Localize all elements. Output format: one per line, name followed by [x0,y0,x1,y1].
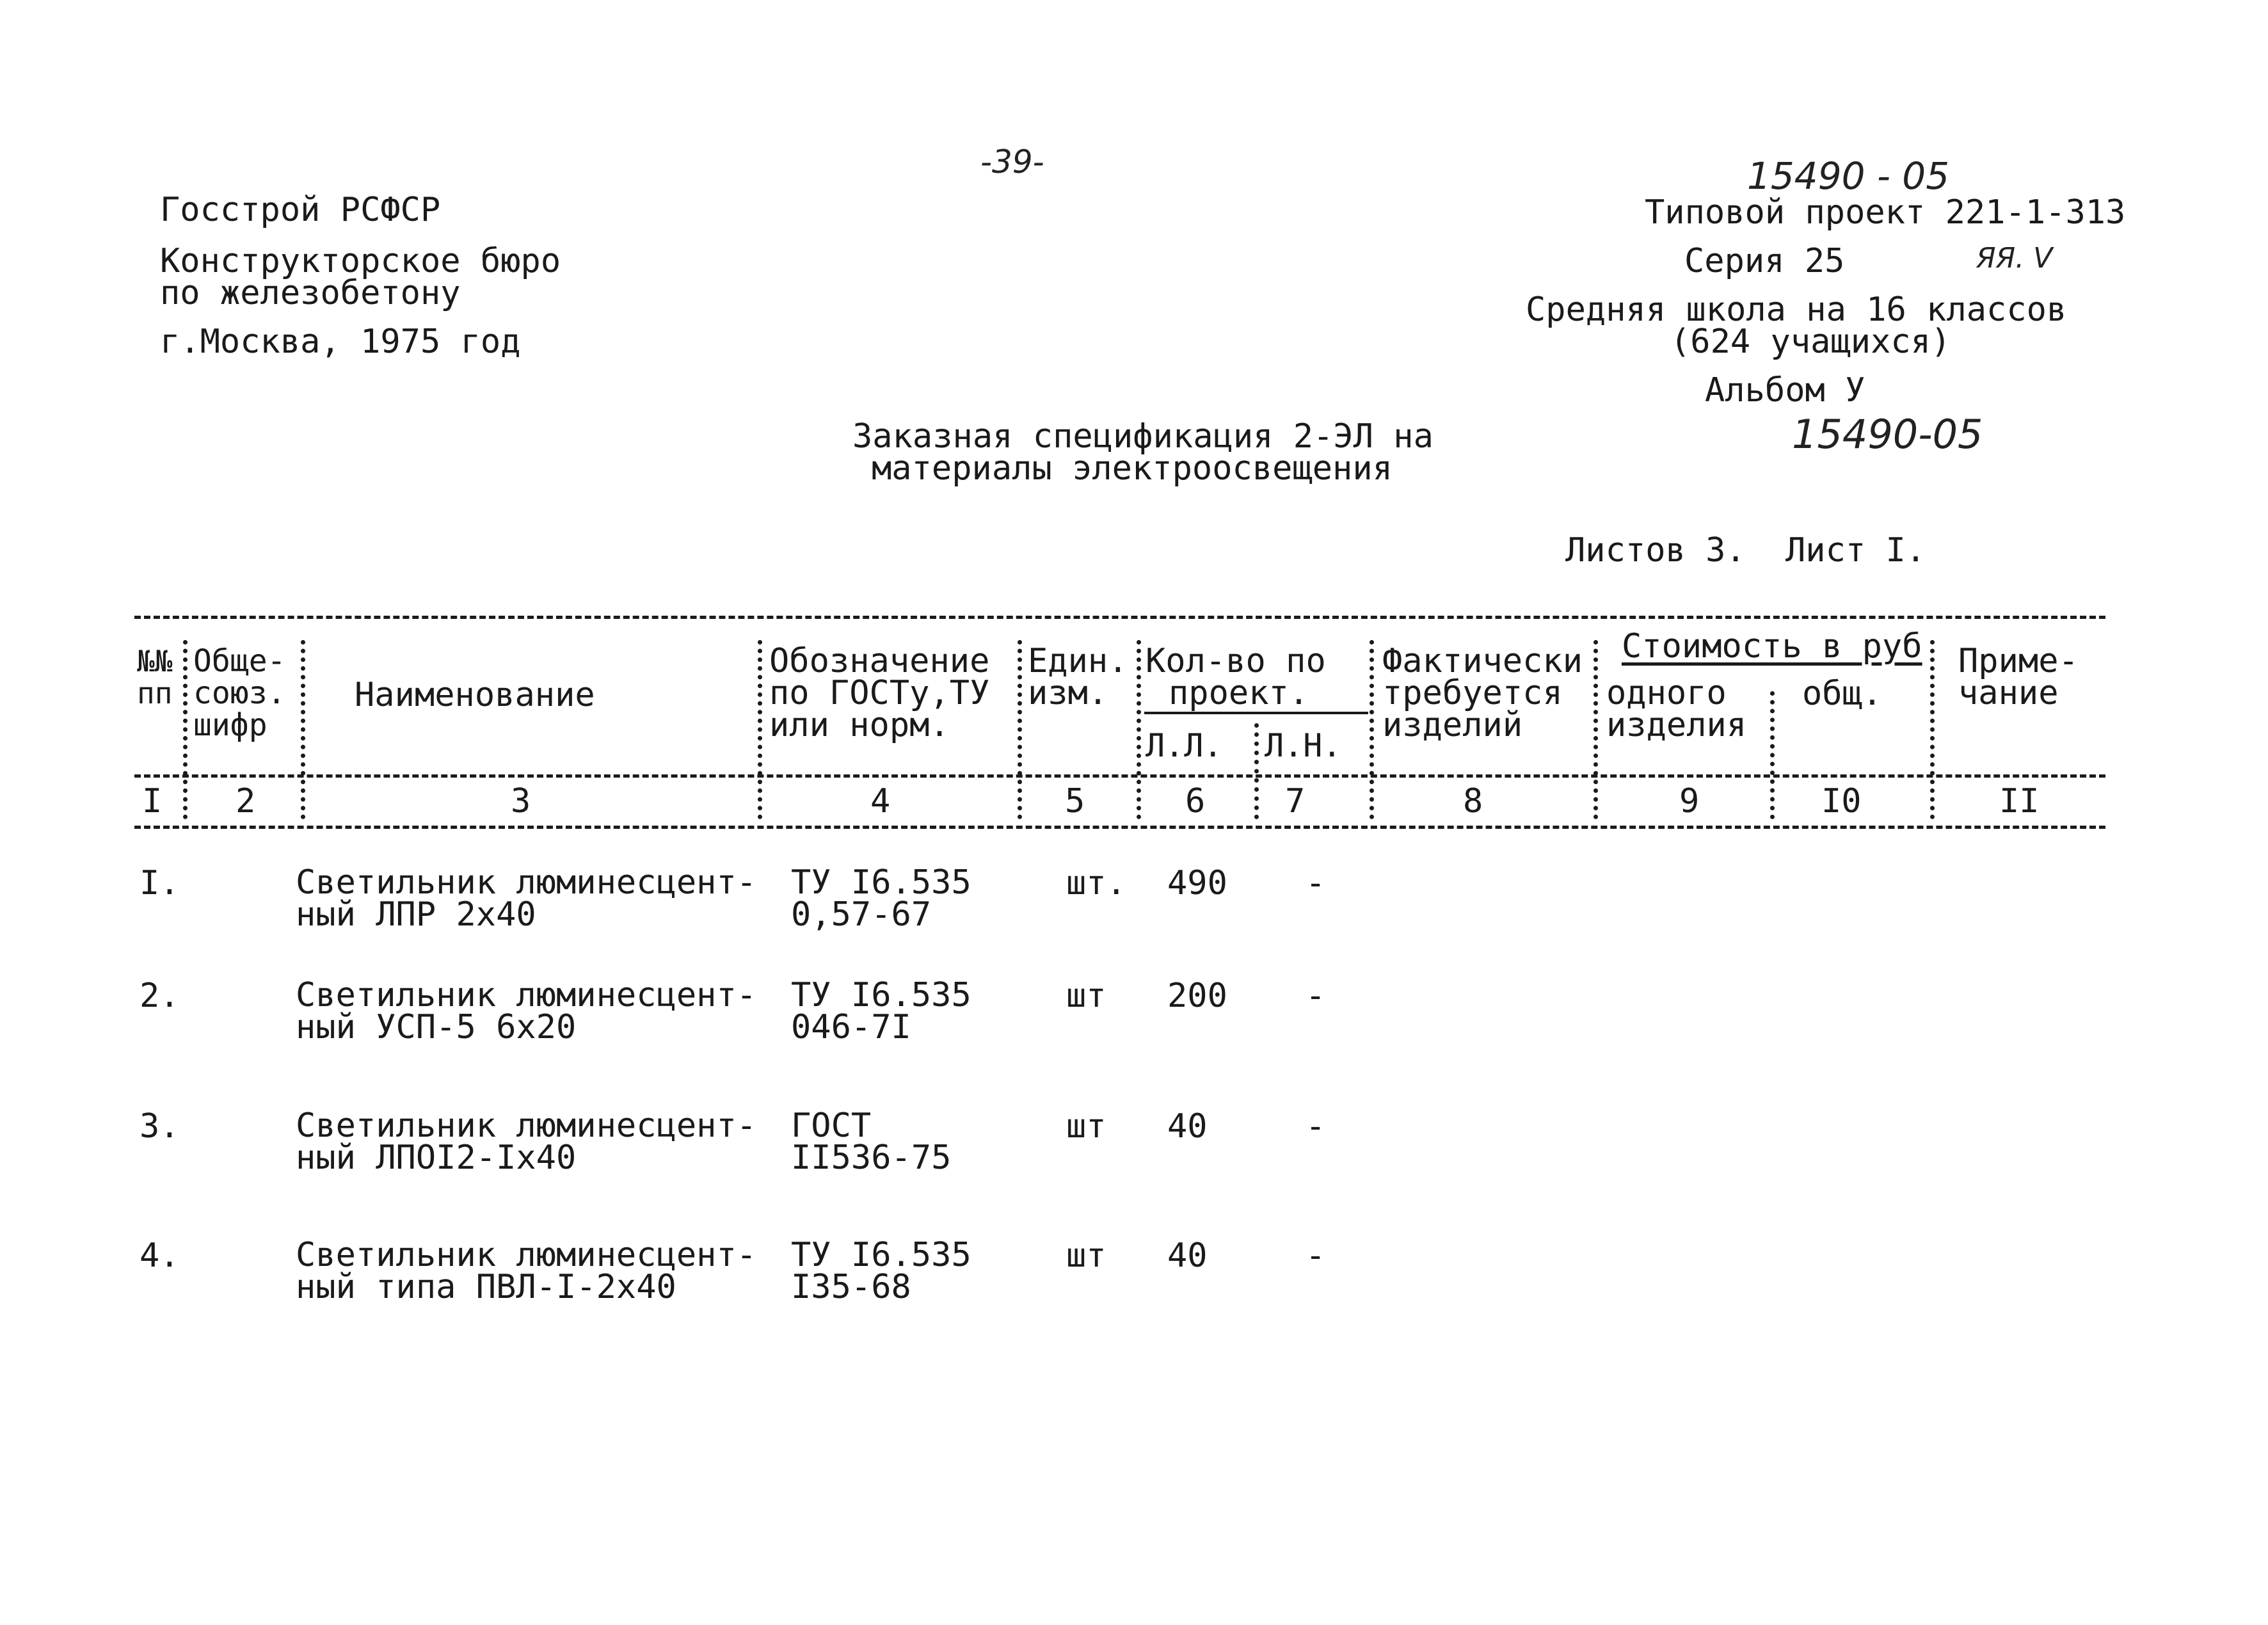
table-row-name: Светильник люминесцент- ный ЛПОI2-Iх40 [296,1107,757,1177]
header-name: Наименование [355,676,595,714]
series-label: Серия 25 [1684,242,1845,280]
city-year: г.Москва, 1975 год [160,323,521,361]
table-row-qty: 200 [1167,977,1227,1015]
colnum-2: 2 [236,782,256,821]
header-qty-ll: Л.Л. [1146,727,1223,764]
table-row-num: 3. [140,1107,180,1146]
colnum-8: 8 [1463,782,1483,821]
page-number: -39- [980,143,1044,180]
header-num: №№ пп [137,644,173,710]
table-row-qty-ln: - [1306,1107,1326,1146]
column-numbers-rule [134,826,2105,829]
table-row-unit: шт [1066,1107,1106,1146]
table-row-qty: 40 [1167,1237,1208,1275]
col-sep-9 [1770,691,1775,819]
table-row-unit: шт [1066,1237,1106,1275]
project-label: Типовой проект 221-1-313 [1645,193,2126,232]
table-row-designation: ТУ I6.535 0,57-67 [791,863,971,934]
colnum-7: 7 [1285,782,1306,821]
school-line-2: (624 учащихся) [1670,323,1951,361]
album-mark: ЯЯ. V [1976,242,2053,275]
table-row-unit: шт. [1066,864,1126,902]
table-row-qty-ln: - [1306,864,1326,902]
colnum-3: 3 [511,782,531,821]
table-row-designation: ТУ I6.535 I35-68 [791,1236,971,1306]
col-sep-1 [183,640,188,819]
header-cost-group: Стоимость в руб [1622,627,1922,666]
header-note: Приме- чание [1958,642,2079,712]
header-qty-ln: Л.Н. [1265,727,1342,764]
col-sep-2 [301,640,305,819]
col-sep-7 [1370,640,1374,819]
table-row-qty: 490 [1167,864,1227,902]
col-sep-3 [758,640,762,819]
colnum-5: 5 [1065,782,1085,821]
table-row-unit: шт [1066,977,1106,1015]
table-row-name: Светильник люминесцент- ный ЛПР 2х40 [296,863,757,934]
col-sep-4 [1018,640,1022,819]
header-cost-one: одного изделия [1606,674,1747,744]
bureau-line-1: Конструкторское бюро [160,242,561,280]
header-designation: Обозначение по ГОСТу,ТУ или норм. [769,642,990,744]
col-sep-8 [1593,640,1598,819]
sheet-number: Лист I. [1785,531,1926,570]
school-line-1: Средняя школа на 16 классов [1526,291,2067,329]
header-qty-group: Кол-во по проект. [1146,642,1326,712]
header-actual: Фактически требуется изделий [1382,642,1583,744]
header-cost-total: общ. [1802,675,1883,713]
col-sep-10 [1930,640,1935,819]
header-bottom-rule [134,774,2105,778]
sheets-count: Листов 3. [1565,531,1746,570]
colnum-11: II [1999,782,2040,821]
handwritten-code-top: 15490 - 05 [1747,154,1950,198]
org-name: Госстрой РСФСР [160,191,441,229]
doc-title-line-1: Заказная спецификация 2-ЭЛ на [852,417,1433,456]
col-sep-6 [1254,723,1259,819]
table-row-name: Светильник люминесцент- ный типа ПВЛ-I-2х40 [296,1236,757,1306]
bureau-line-2: по железобетону [160,274,461,312]
table-row-qty-ln: - [1306,977,1326,1015]
table-row-num: I. [140,864,180,902]
col-sep-5 [1137,640,1141,819]
album-label: Альбом У [1705,371,1865,410]
colnum-4: 4 [870,782,891,821]
colnum-6: 6 [1185,782,1206,821]
doc-title-line-2: материалы электроосвещения [872,449,1393,488]
table-row-designation: ГОСТ II536-75 [791,1107,952,1177]
table-row-num: 4. [140,1237,180,1275]
colnum-10: I0 [1821,782,1862,821]
header-union-code: Обще- союз. шифр [193,643,286,743]
handwritten-code-bottom: 15490-05 [1792,411,1983,458]
table-row-qty-ln: - [1306,1237,1326,1275]
header-unit: Един. изм. [1028,642,1128,712]
colnum-1: I [142,782,163,821]
table-row-designation: ТУ I6.535 046-7I [791,976,971,1046]
table-row-name: Светильник люминесцент- ный УСП-5 6х20 [296,976,757,1046]
colnum-9: 9 [1679,782,1700,821]
table-top-rule [134,616,2105,619]
table-row-num: 2. [140,977,180,1015]
table-row-qty: 40 [1167,1107,1208,1146]
